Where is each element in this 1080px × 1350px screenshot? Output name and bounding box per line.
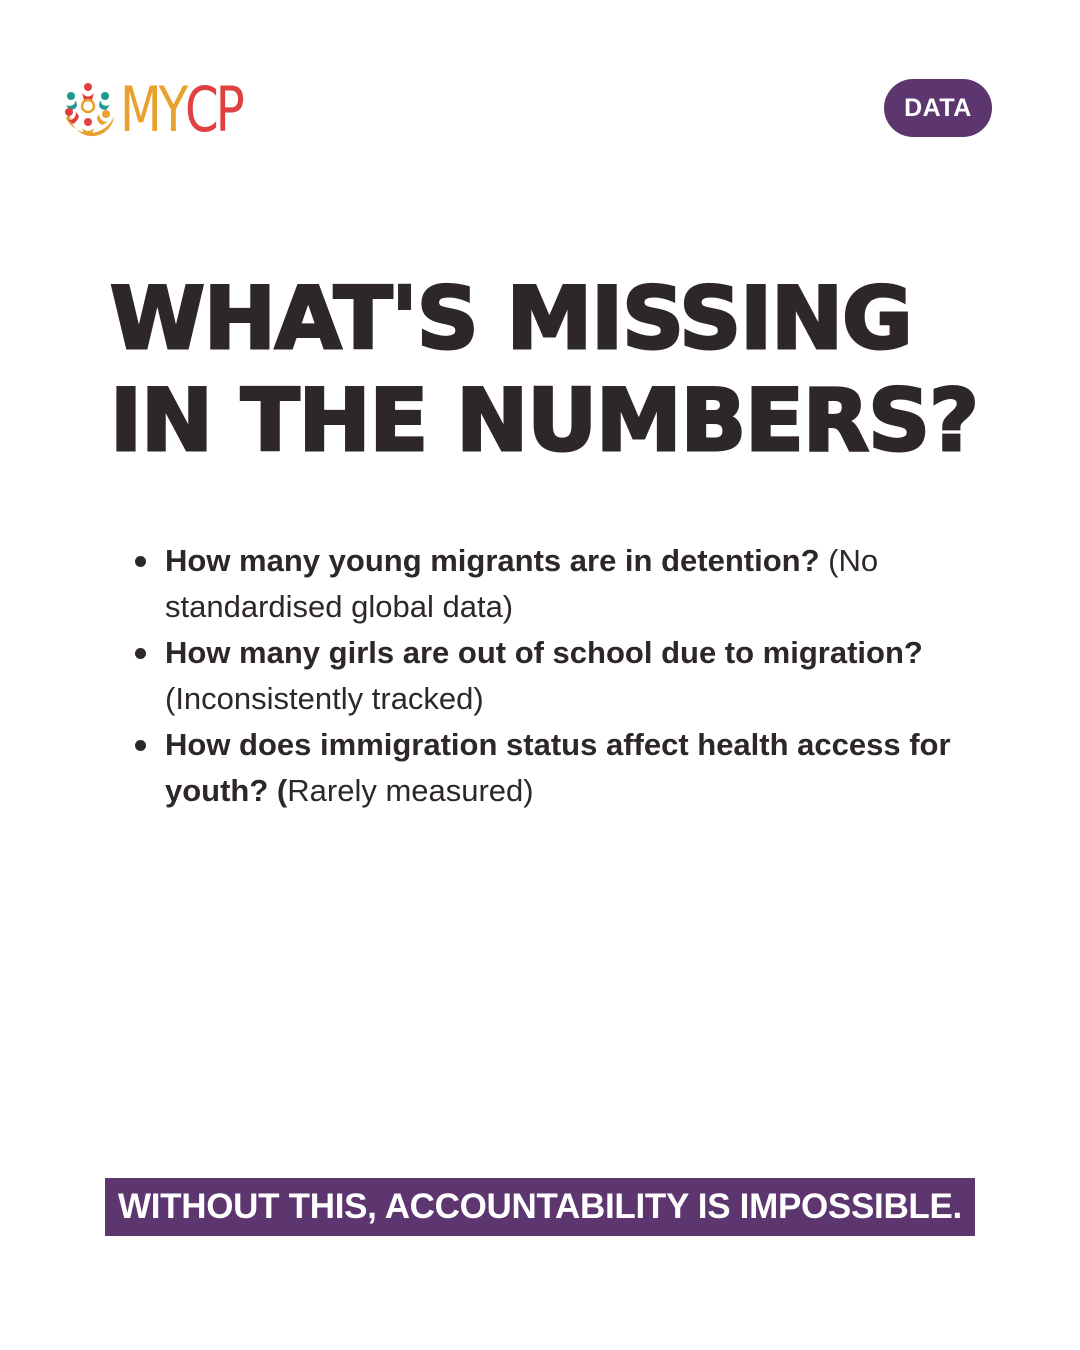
page-title bbox=[110, 268, 1010, 472]
list-item bbox=[130, 722, 960, 814]
question-note: Rarely measured) bbox=[287, 773, 534, 808]
question-text: How many young migrants are in detention? bbox=[165, 543, 820, 578]
question-text: How many girls are out of school due to migration? bbox=[165, 635, 923, 670]
logo-letter: Y bbox=[158, 73, 186, 146]
people-circle-icon bbox=[58, 78, 118, 142]
logo-letter: C bbox=[185, 73, 216, 146]
list-item bbox=[130, 538, 960, 630]
question-text: How does immigration status affect health access for youth? ( bbox=[165, 727, 951, 808]
logo-wordmark bbox=[120, 73, 242, 146]
title-line-2: IN THE NUMBERS? bbox=[110, 371, 978, 471]
question-note: (Inconsistently tracked) bbox=[165, 681, 484, 716]
list-item bbox=[130, 630, 960, 722]
bullet-icon bbox=[135, 556, 146, 567]
question-list bbox=[130, 538, 960, 814]
closing-banner: WITHOUT THIS, ACCOUNTABILITY IS IMPOSSIBLE. bbox=[105, 1178, 975, 1236]
title-line-1: WHAT'S MISSING bbox=[110, 269, 912, 369]
brand-logo bbox=[58, 73, 276, 146]
logo-letter: M bbox=[120, 73, 159, 146]
question-note: (No standardised global data) bbox=[165, 543, 879, 624]
category-badge: DATA bbox=[884, 79, 992, 137]
bullet-icon bbox=[135, 648, 146, 659]
logo-letter: P bbox=[215, 73, 242, 146]
bullet-icon bbox=[135, 740, 146, 751]
